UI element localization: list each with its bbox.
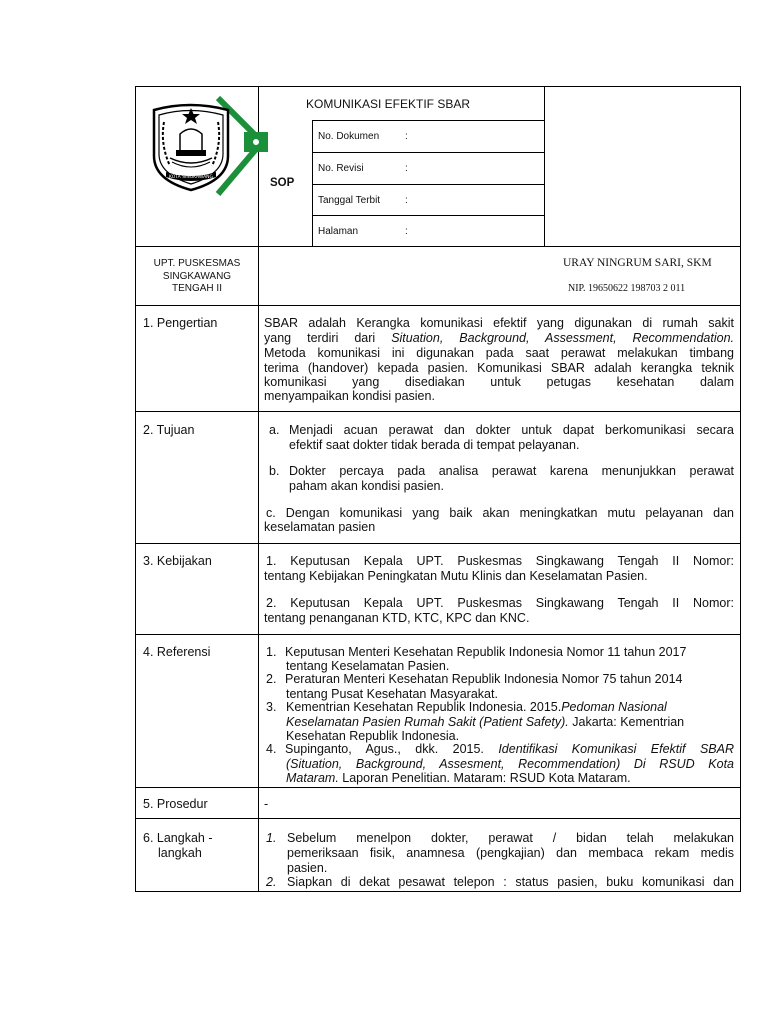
- label-referensi: 4. Referensi: [143, 645, 211, 659]
- label-langkah-2: langkah: [158, 846, 202, 860]
- table-border-right: [740, 86, 741, 892]
- tujuan-b-line-1: Dokter percaya pada analisa perawat karena menunjukkan perawat: [289, 464, 734, 478]
- org-line2: SINGKAWANG: [162, 270, 232, 282]
- row-line-dok: [312, 152, 544, 153]
- ref-4-line-1: Supinganto, Agus., dkk. 2015. Identifikasi Komunikasi Efektif SBAR: [285, 742, 734, 756]
- divider-header-right: [544, 86, 545, 246]
- divider-logo: [258, 86, 259, 892]
- ref-4-num: 4.: [266, 742, 277, 756]
- signer-nip: NIP. 19650622 198703 2 011: [568, 283, 686, 294]
- divider-sop: [312, 120, 313, 246]
- ref-1-line-1: Keputusan Menteri Kesehatan Republik Indonesia Nomor 11 tahun 2017: [285, 645, 687, 659]
- langkah-2-num: 2.: [266, 875, 277, 889]
- ref-3-line-2: Keselamatan Pasien Rumah Sakit (Patient Safety). Jakarta: Kementrian: [286, 715, 685, 729]
- kebijakan-1-line-2: tentang Kebijakan Peningkatan Mutu Klinis dan Keselamatan Pasien.: [264, 569, 648, 583]
- org-line1: UPT. PUSKESMAS: [153, 258, 241, 269]
- tujuan-b-line-2: paham akan kondisi pasien.: [289, 479, 444, 493]
- row-line-referensi: [135, 787, 741, 788]
- tujuan-c-line-1: c. Dengan komunikasi yang baik akan meningkatkan mutu pelayanan dan: [266, 506, 734, 520]
- row-line-header: [135, 246, 741, 247]
- row-line-prosedur: [135, 818, 741, 819]
- field-tanggal-sep: :: [405, 195, 408, 206]
- tujuan-b-marker: b.: [269, 464, 280, 478]
- tujuan-a-line-1: Menjadi acuan perawat dan dokter untuk dapat berkomunikasi secara: [289, 423, 734, 437]
- pengertian-line-3: Metoda komunikasi ini digunakan pada saat perawat melakukan timbang: [264, 346, 734, 360]
- ref-1-num: 1.: [266, 645, 277, 659]
- ref-2-num: 2.: [266, 672, 277, 686]
- ref-1-line-2: tentang Keselamatan Pasien.: [286, 659, 450, 673]
- table-border-bottom: [135, 891, 741, 892]
- ref-2-line-2: tentang Pusat Kesehatan Masyarakat.: [286, 687, 498, 701]
- langkah-1-num: 1.: [266, 831, 277, 845]
- table-border-top: [135, 86, 741, 87]
- langkah-1-line-3: pasien.: [287, 861, 328, 875]
- row-line-title: [312, 120, 544, 121]
- ref-3-num: 3.: [266, 700, 277, 714]
- kebijakan-1-line-1: 1. Keputusan Kepala UPT. Puskesmas Singkawang Tengah II Nomor:: [266, 554, 734, 568]
- ref-3-line-3: Kesehatan Republik Indonesia.: [286, 729, 460, 743]
- tujuan-a-line-2: efektif saat dokter tidak berada di tempat pelayanan.: [289, 438, 580, 452]
- field-no-dokumen-sep: :: [405, 131, 408, 142]
- sop-title: KOMUNIKASI EFEKTIF SBAR: [306, 97, 471, 111]
- langkah-1-line-1: Sebelum menelpon dokter, perawat / bidan telah melakukan: [287, 831, 734, 845]
- pengertian-line-5: komunikasi yang disediakan untuk petugas kesehatan dalam: [264, 375, 734, 389]
- pengertian-line-6: menyampaikan kondisi pasien.: [264, 389, 435, 403]
- field-halaman-sep: :: [405, 226, 408, 237]
- label-pengertian: 1. Pengertian: [143, 316, 218, 330]
- table-border-left: [135, 86, 136, 892]
- row-line-tgl: [312, 215, 544, 216]
- city-logo: [140, 94, 270, 200]
- label-prosedur: 5. Prosedur: [143, 797, 208, 811]
- label-kebijakan: 3. Kebijakan: [143, 554, 212, 568]
- row-line-pengertian: [135, 411, 741, 412]
- signer-name: URAY NINGRUM SARI, SKM: [563, 257, 712, 269]
- label-langkah-1: 6. Langkah -: [143, 831, 213, 845]
- label-tujuan: 2. Tujuan: [143, 423, 195, 437]
- org-line3: TENGAH II: [171, 283, 222, 294]
- sop-label: SOP: [270, 177, 295, 189]
- tujuan-a-marker: a.: [269, 423, 280, 437]
- row-line-org: [135, 305, 741, 306]
- ref-4-line-3: Mataram. Laporan Penelitian. Mataram: RSUD Kota Mataram.: [286, 771, 631, 785]
- langkah-2-line-1: Siapkan di dekat pesawat telepon : status pasien, buku komunikasi dan: [287, 875, 734, 889]
- ref-3-line-1: Kementrian Kesehatan Republik Indonesia. 2015.Pedoman Nasional: [286, 700, 667, 714]
- field-no-revisi-label: No. Revisi: [318, 163, 364, 174]
- tujuan-c-line-2: keselamatan pasien: [264, 520, 376, 534]
- field-no-revisi-sep: :: [405, 163, 408, 174]
- row-line-tujuan: [135, 543, 741, 544]
- kebijakan-2-line-1: 2. Keputusan Kepala UPT. Puskesmas Singkawang Tengah II Nomor:: [266, 596, 734, 610]
- pengertian-line-2: yang terdiri dari Situation, Background, Assessment, Recommendation.: [264, 331, 734, 345]
- field-halaman-label: Halaman: [318, 226, 359, 237]
- field-tanggal-label: Tanggal Terbit: [318, 195, 381, 206]
- row-line-kebijakan: [135, 634, 741, 635]
- field-no-dokumen-label: No. Dokumen: [318, 131, 380, 142]
- langkah-1-line-2: pemeriksaan fisik, anamnesa (pengkajian) dan membaca rekam medis: [287, 846, 734, 860]
- kebijakan-2-line-2: tentang penanganan KTD, KTC, KPC dan KNC.: [264, 611, 530, 625]
- pengertian-line-4: terima (handover) kepada pasien. Komunikasi SBAR adalah kerangka teknik: [264, 361, 734, 375]
- pengertian-line-1: SBAR adalah Kerangka komunikasi efektif yang digunakan di rumah sakit: [264, 316, 734, 330]
- ref-4-line-2: (Situation, Background, Assesment, Recommendation) Di RSUD Kota: [286, 757, 734, 771]
- svg-text:KOTA SINGKAWANG: KOTA SINGKAWANG: [168, 175, 214, 180]
- ref-2-line-1: Peraturan Menteri Kesehatan Republik Indonesia Nomor 75 tahun 2014: [285, 672, 683, 686]
- org-name: [136, 258, 258, 296]
- city-emblem-icon: [140, 94, 270, 200]
- row-line-rev: [312, 184, 544, 185]
- prosedur-value: -: [264, 797, 269, 811]
